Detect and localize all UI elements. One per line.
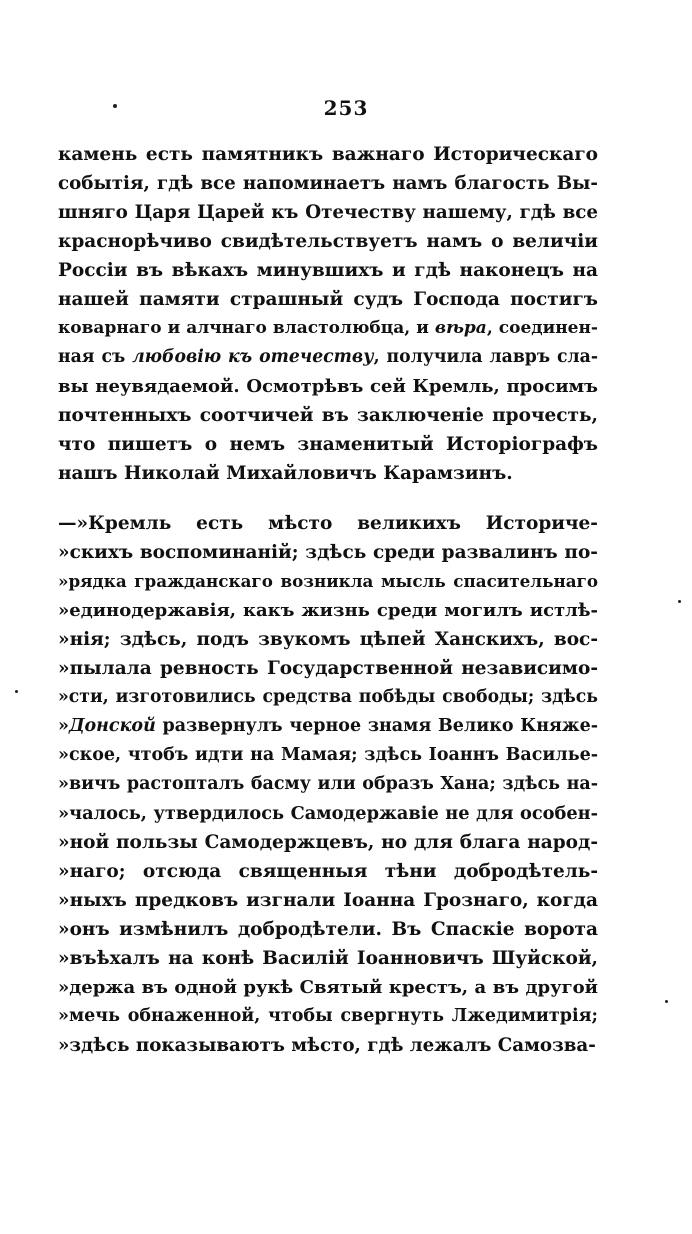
text-run: почтенныхъ соотчичей въ заключеніе прочесть, <box>58 405 598 426</box>
italic-text-run: любовію къ отечеству <box>132 347 374 367</box>
text-run: вы неувядаемой. Осмотрѣвъ сей Кремль, просимъ <box>58 376 598 397</box>
text-run: камень есть памятникъ важнаго Историческаго <box>58 144 598 165</box>
paragraph-kremlin-quote <box>58 509 598 1060</box>
text-run: »скихъ воспоминаній; здѣсь среди развалинъ по- <box>58 542 598 563</box>
ink-speck <box>15 690 18 693</box>
text-run: краснорѣчиво свидѣтельствуетъ намъ о величіи <box>58 231 598 252</box>
text-run: »здѣсь показываютъ мѣсто, гдѣ лежалъ Самозва- <box>58 1035 596 1056</box>
text-run: что пишетъ о немъ знаменитый Исторіографъ <box>58 434 598 455</box>
text-line <box>58 596 598 625</box>
text-line <box>58 712 598 741</box>
page-number: 253 <box>323 96 369 120</box>
text-line <box>58 828 598 857</box>
text-line <box>58 654 598 683</box>
text-line <box>58 770 598 799</box>
text-line <box>58 1002 598 1031</box>
text-line <box>58 198 598 227</box>
text-run: »держа въ одной рукѣ Святый крестъ, а въ другой <box>58 977 598 998</box>
text-run: нашей памяти страшный судъ Господа постигъ <box>58 289 598 310</box>
text-run: коварнаго и алчнаго властолюбца, и <box>58 318 435 338</box>
text-run: »пылала ревность Государственной независимо- <box>58 658 598 679</box>
text-line <box>58 343 598 372</box>
text-run: » <box>58 716 69 736</box>
text-line <box>58 509 598 538</box>
italic-text-run: вѣра <box>434 318 487 338</box>
text-line <box>58 799 598 828</box>
text-run: —»Кремль есть мѣсто великихъ Историче- <box>58 513 598 534</box>
text-line <box>58 401 598 430</box>
text-run: нашъ Николай Михайловичъ Карамзинъ. <box>58 463 513 484</box>
text-run: шняго Царя Царей къ Отечеству нашему, гдѣ все <box>58 202 598 223</box>
text-run: »чалось, утвердилось Самодержавіе не для особен- <box>58 803 598 824</box>
text-run: »нія; здѣсь, подъ звукомъ цѣпей Ханскихъ, вос- <box>58 629 598 650</box>
text-run: , получила лавръ сла- <box>373 347 598 367</box>
text-run: »рядка гражданскаго возникла мысль спасительнаго <box>58 571 598 591</box>
text-run: событія, гдѣ все напоминаетъ намъ благость Вы- <box>58 173 598 194</box>
text-run: »онъ измѣнилъ добродѣтели. Въ Спаскіе ворота <box>58 919 598 940</box>
text-line <box>58 227 598 256</box>
text-line <box>58 538 598 567</box>
text-line <box>58 567 598 596</box>
text-run: »ныхъ предковъ изгнали Іоанна Грознаго, когда <box>58 890 598 911</box>
text-line <box>58 973 598 1002</box>
text-line <box>58 314 598 343</box>
text-run: ная съ <box>58 347 133 367</box>
text-line <box>58 430 598 459</box>
text-run: »ной пользы Самодержцевъ, но для блага народ- <box>58 832 598 853</box>
text-line <box>58 140 598 169</box>
text-run: »въѣхалъ на конѣ Василій Іоанновичъ Шуйской, <box>58 948 598 969</box>
text-run: развернулъ черное знамя Велико Княже- <box>155 716 598 736</box>
text-line <box>58 886 598 915</box>
ink-speck <box>665 1000 668 1003</box>
text-line <box>58 1031 598 1060</box>
text-run: »наго; отсюда священныя тѣни добродѣтель- <box>58 861 598 882</box>
text-line <box>58 683 598 712</box>
text-run: »ское, чтобъ идти на Мамая; здѣсь Іоаннъ Василье- <box>58 745 598 765</box>
text-line <box>58 459 598 488</box>
text-line <box>58 372 598 401</box>
italic-text-run: Донской <box>68 716 156 736</box>
text-line <box>58 285 598 314</box>
text-line <box>58 741 598 770</box>
text-run: Россіи въ вѣкахъ минувшихъ и гдѣ наконецъ на <box>58 260 598 281</box>
text-run: , соединен- <box>486 318 598 338</box>
text-line <box>58 256 598 285</box>
text-line <box>58 915 598 944</box>
text-line <box>58 169 598 198</box>
text-run: »мечь обнаженной, чтобы свергнуть Лжедимитрія; <box>58 1006 598 1026</box>
text-run: »вичъ растопталъ басму или образъ Хана; здѣсь на- <box>58 774 598 794</box>
ink-speck <box>678 600 681 603</box>
text-line <box>58 857 598 886</box>
text-line <box>58 625 598 654</box>
text-run: »сти, изготовились средства побѣды свободы; здѣсь <box>58 687 598 707</box>
text-line <box>58 944 598 973</box>
text-run: »единодержавія, какъ жизнь среди могилъ истлѣ- <box>58 600 598 621</box>
paragraph-karamzin-intro <box>58 140 598 488</box>
